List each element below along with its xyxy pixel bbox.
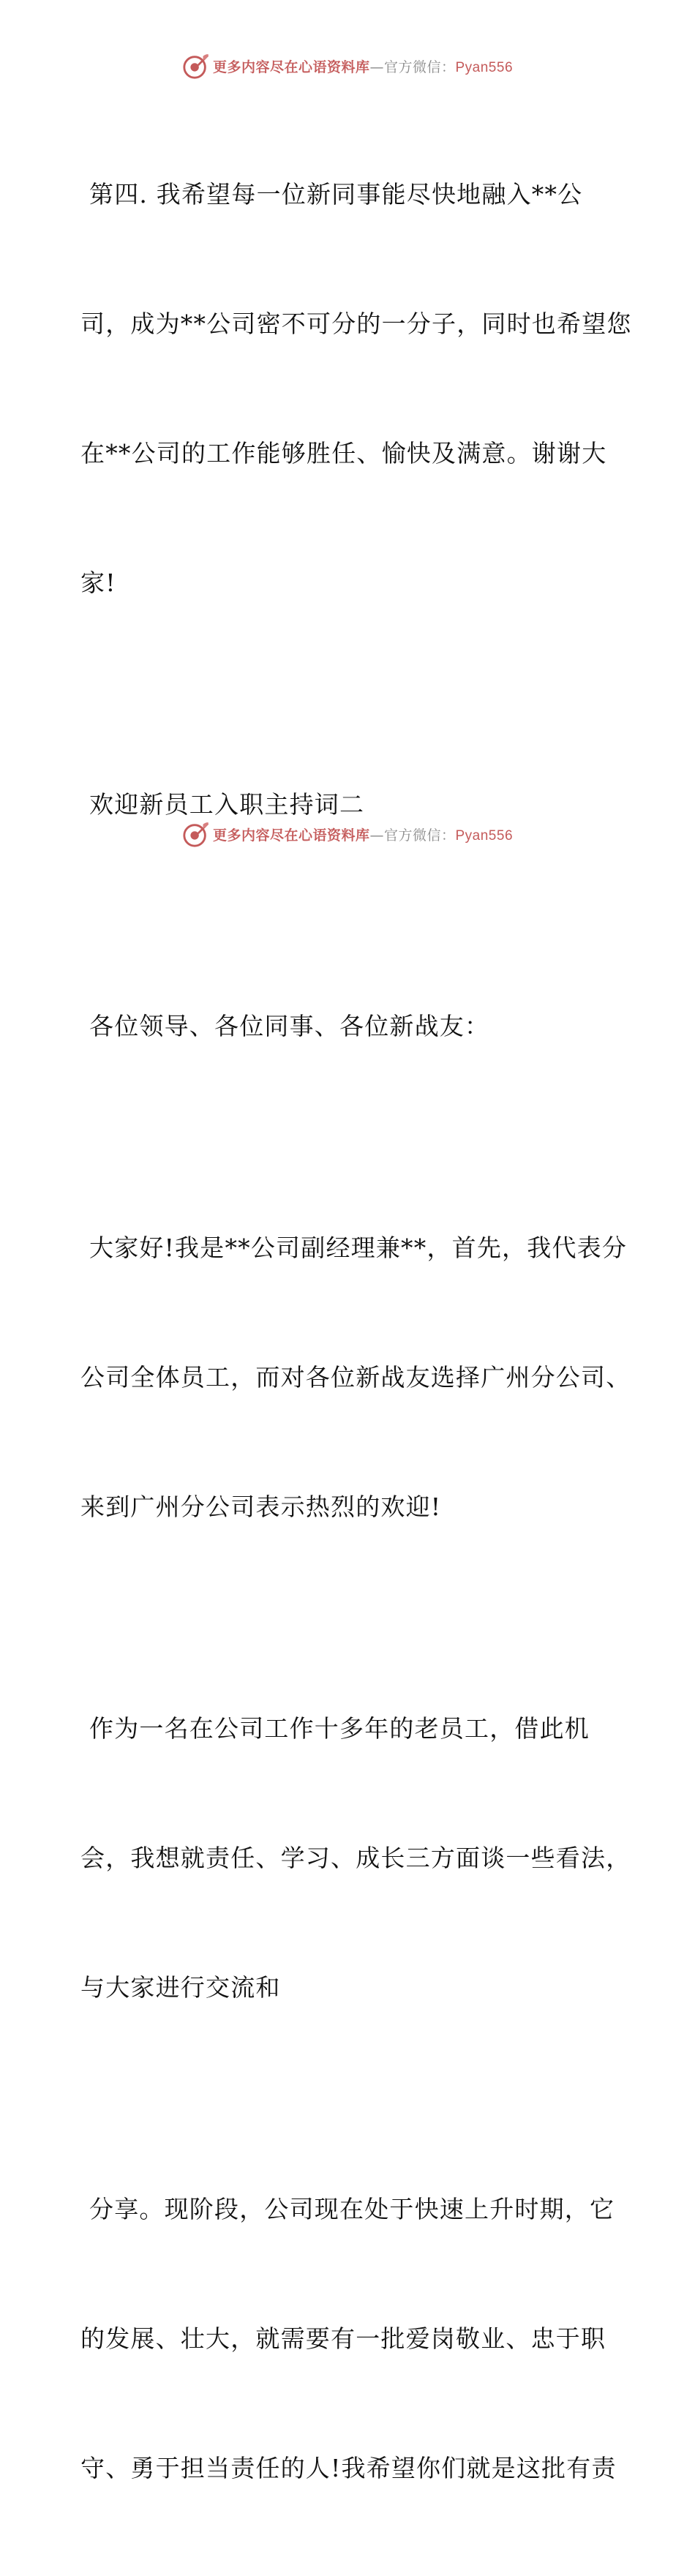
footer-watermark: [0, 819, 695, 849]
watermark-wechat-id: Pyan556: [455, 59, 514, 75]
text-line: 大家好!我是**公司副经理兼**，首先，我代表分: [89, 1233, 628, 1262]
text-line: 作为一名在公司工作十多年的老员工，借此机: [89, 1714, 590, 1743]
text-line: 守、勇于担当责任的人!我希望你们就是这批有责: [80, 2454, 617, 2482]
paragraph-experience: [72, 1621, 631, 2095]
section-heading: [72, 696, 628, 912]
text-line: 在**公司的工作能够胜任、愉快及满意。谢谢大: [80, 439, 607, 467]
text-line: 分享。现阶段，公司现在处于快速上升时期，它: [89, 2195, 615, 2223]
text-line: 欢迎新员工入职主持词二: [89, 790, 365, 819]
document-body: [72, 86, 632, 2576]
watermark-wechat-label: —官方微信：: [369, 827, 456, 844]
watermark-site-name: 更多内容尽在心语资料库: [212, 59, 370, 75]
text-line: 家!: [80, 568, 116, 597]
paragraph-sharing: [72, 2101, 628, 2576]
text-line: 司，成为**公司密不可分的一分子，同时也希望您: [80, 309, 632, 338]
text-line: 来到广州分公司表示热烈的欢迎!: [80, 1492, 442, 1521]
text-line: 与大家进行交流和: [80, 1973, 281, 2002]
text-line: 公司全体员工，而对各位新战友选择广州分公司、: [80, 1363, 631, 1392]
text-line: 会，我想就责任、学习、成长三方面谈一些看法，: [80, 1844, 631, 1872]
paragraph-greeting: [72, 1140, 631, 1615]
header-watermark: [0, 51, 695, 80]
paragraph-salutation: [72, 918, 628, 1134]
watermark-wechat-id: Pyan556: [455, 827, 514, 844]
quill-logo-icon: [182, 820, 210, 848]
watermark-wechat-label: —官方微信：: [369, 59, 456, 75]
quill-logo-icon: [182, 52, 210, 80]
text-line: 各位领导、各位同事、各位新战友：: [89, 1012, 490, 1040]
text-line: 的发展、壮大，就需要有一批爱岗敬业、忠于职: [80, 2324, 606, 2353]
paragraph-closing-remarks: [72, 86, 632, 691]
watermark-site-name: 更多内容尽在心语资料库: [212, 827, 370, 844]
text-line: 第四. 我希望每一位新同事能尽快地融入**公: [89, 180, 583, 209]
